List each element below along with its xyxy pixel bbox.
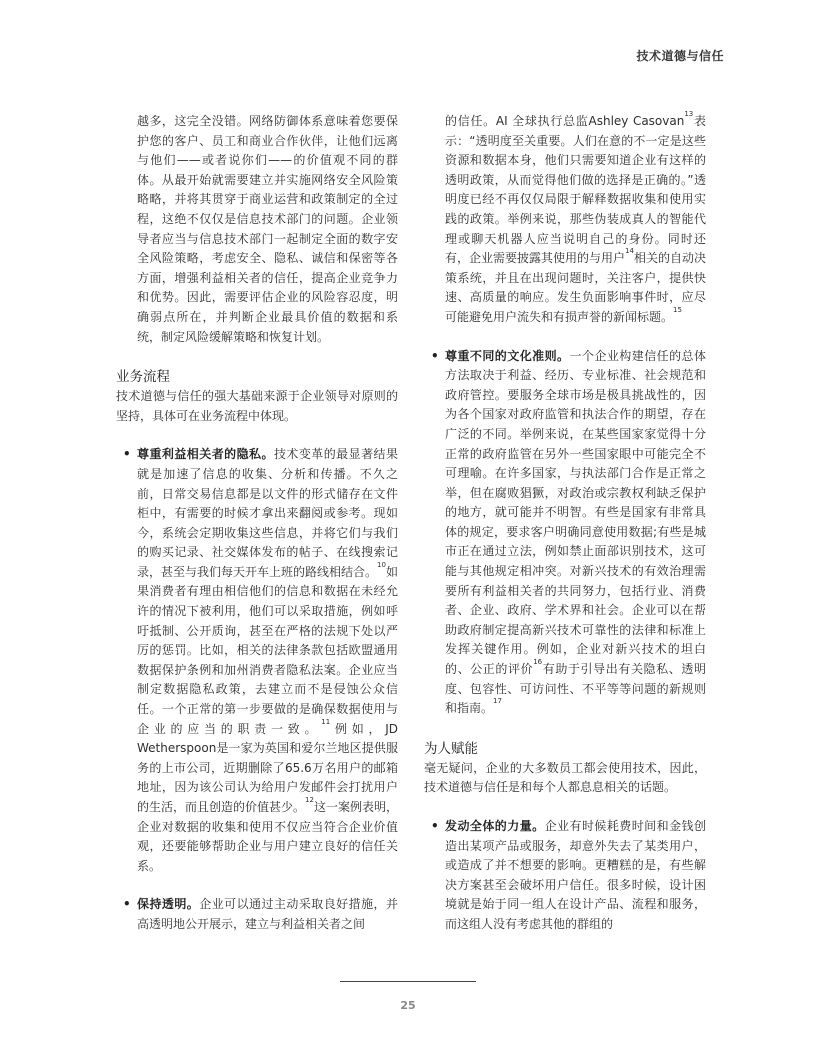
section-intro-empower-people: 毫无疑问，企业的大多数员工都会使用技术，因此，技术道德与信任是和每个人都息息相关的话题。 xyxy=(424,760,706,795)
bullet-body: 这一案例表明，企业对数据的收集和使用不仅应当符合企业价值观，还要能够帮助企业与用户建立良好的信任关系。 xyxy=(137,800,398,873)
bullet-item-mobilize xyxy=(424,817,706,935)
footnote-ref[interactable]: 17 xyxy=(493,697,502,706)
footnote-ref[interactable]: 14 xyxy=(625,247,634,256)
bullet-body: 企业可以通过主动采取良好措施，并高透明地公开展示，建立与利益相关者之间 xyxy=(137,897,398,931)
transparency-continuation xyxy=(424,112,706,328)
bullet-text xyxy=(137,445,398,876)
footnote-ref[interactable]: 10 xyxy=(377,560,386,569)
footnote-ref[interactable]: 12 xyxy=(305,796,314,804)
bullet-title: 发动全体的力量。 xyxy=(445,819,545,833)
running-header: 技术道德与信任 xyxy=(636,49,724,63)
footer-divider xyxy=(340,981,476,982)
bullet-dot: • xyxy=(123,447,131,462)
intro-paragraph: 越多，这完全没错。网络防御体系意味着您要保护您的客户、员工和商业合作伙伴，让他们远离与他们——或者说你们——的价值观不同的群体。从最开始就需要建立并实施网络安全风险策略略，并将其贯穿于商业运营和政策制定的全过程，这绝不仅仅是信息技术部门的问题。企业领导者应当与信息技术部门一起制定全面的数字安全风险策略，考虑安全、隐私、诚信和保密等各方面，增强利益相关者的信任，提高企业竞争力和优势。因此，需要评估企业的风险容忍度，明确弱点所在，并判断企业最具价值的数据和系统，制定风险缓解策略和恢复计划。 xyxy=(137,114,398,344)
section-heading-empower-people: 为人赋能 xyxy=(424,740,478,757)
page-number: 25 xyxy=(400,999,416,1012)
bullet-body: 例如，JD Wetherspoon是一家为英国和爱尔兰地区提供服务的上市公司，近期删除了65.6万名用户的邮箱地址，因为该公司认为给用户发邮件会打扰用户的生活，而且创造的价值甚少。 xyxy=(137,721,398,814)
bullet-title: 保持透明。 xyxy=(137,897,200,912)
paragraph-text: 的信任。AI 全球执行总监Ashley Casovan xyxy=(445,114,685,128)
bullet-dot: • xyxy=(431,348,439,363)
bullet-title: 尊重利益相关者的隐私。 xyxy=(137,447,274,462)
footnote-ref[interactable]: 11 xyxy=(321,717,331,726)
footnote-ref[interactable]: 16 xyxy=(533,658,543,667)
bullet-dot: • xyxy=(123,897,131,912)
bullet-body: 有助于引导出有关隐私、透明度、包容性、可访问性、不平等等问题的新规则和指南。 xyxy=(445,662,706,716)
bullet-item-transparency xyxy=(116,895,398,934)
bullet-item-cultural-norms xyxy=(424,347,706,719)
right-column xyxy=(424,112,706,935)
bullet-body: 一个企业构建信任的总体方法取决于利益、经历、专业标准、社会规范和政府管控。要服务全球市场是极具挑战性的，因为各个国家对政府监管和执法合作的期望，存在广泛的不同。举例来说，在某些国家家觉得十分正常的政府监管在另外一些国家眼中可能完全不可理喻。在许多国家，与执法部门合作是正常之举，但在腐败猖獗，对政治或宗教权利缺乏保护的地方，就可能并不明智。有些是国家有非常具体的规定，要求客户明确同意使用数据;有些是城市正在通过立法，例如禁止面部识别技术，这可能与其他规定相冲突。对新兴技术的有效治理需要所有利益相关者的共同努力，包括行业、消费者、企业、政府、学术界和社会。企业可以在帮助政府制定提高新兴技术可靠性的法律和标准上发挥关键作用。例如，企业对新兴技术的坦白的、公正的评价 xyxy=(445,348,706,677)
bullet-body: 技术变革的最显著结果就是加速了信息的收集、分析和传播。不久之前，日常交易信息都是以文件的形式储存在文件柜中，有需要的时候才拿出来翻阅或参考。现如今，系统会定期收集这些信息，并将它们与我们的购买记录、社交媒体发布的帖子、在线搜索记录，甚至与我们每天开车上班的路线相结合。 xyxy=(137,447,398,579)
bullet-text xyxy=(137,895,398,934)
footnote-ref[interactable]: 13 xyxy=(684,110,694,118)
bullet-text xyxy=(445,817,706,935)
left-column xyxy=(116,112,398,935)
bullet-text xyxy=(445,347,706,719)
section-intro-business-process: 技术道德与信任的强大基础来源于企业领导对原则的坚持，具体可在业务流程中体现。 xyxy=(116,389,398,423)
section-heading-business-process: 业务流程 xyxy=(116,369,170,386)
footnote-ref[interactable]: 15 xyxy=(673,305,682,314)
paragraph-text: 表示：“透明度至关重要。人们在意的不一定是这些资源和数据本身，他们只需要知道企业有这样的透明政策，从而觉得他们做的选择是正确的。”透明度已经不再仅仅局限于解释数据收集和使用实践的政策。举例来说，那些伪装成真人的智能代理或聊天机器人应当说明自己的身份。同时还有，企业需要披露其使用的与用户 xyxy=(445,114,706,266)
bullet-dot: • xyxy=(431,819,439,833)
bullet-item-privacy xyxy=(116,445,398,876)
paragraph-text: 相关的自动决策系统，并且在出现问题时，关注客户，提供快速、高质量的响应。发生负面影响事件时，应尽可能避免用户流失和有损声誉的新闻标题。 xyxy=(445,251,706,324)
bullet-body: 企业有时候耗费时间和金钱创造出某项产品或服务，却意外失去了某类用户，或造成了并不想要的影响。更糟糕的是，有些解决方案甚至会破坏用户信任。很多时候，设计困境就是始于同一组人在设计产品、流程和服务，而这组人没有考虑其他的群组的 xyxy=(445,819,706,931)
bullet-body: 如果消费者有理由相信他们的信息和数据在未经允许的情况下被利用，他们可以采取措施，例如呼吁抵制、公开质询，甚至在严格的法规下处以严厉的惩罚。比如，相关的法律条款包括欧盟通用数据保护条例和加州消费者隐私法案。企业应当制定数据隐私政策，去建立而不是侵蚀公众信任。一个正常的第一步要做的是确保数据使用与企业的应当的职责一致。 xyxy=(137,564,398,736)
bullet-title: 尊重不同的文化准则。 xyxy=(445,348,570,363)
